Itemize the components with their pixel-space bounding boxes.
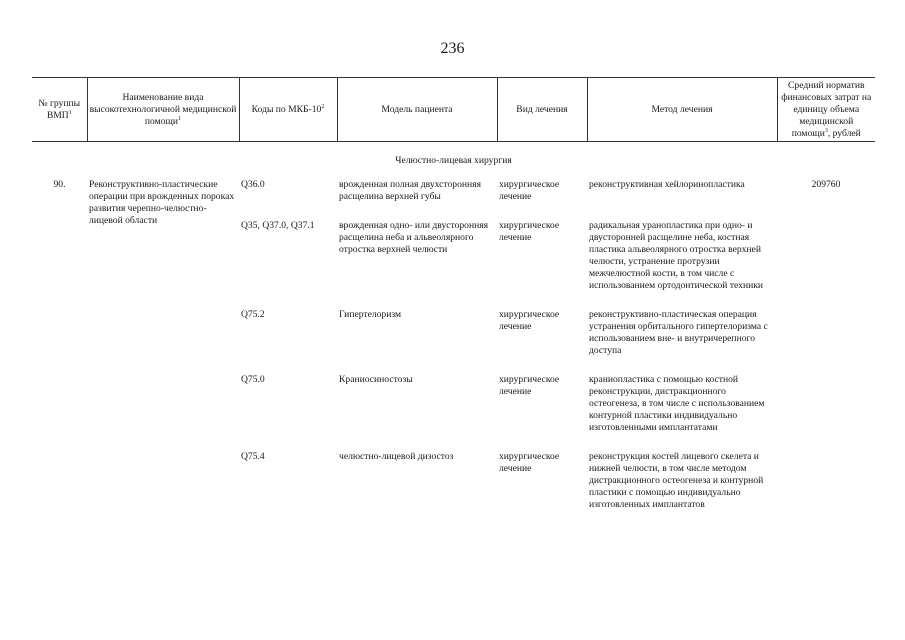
header-group-number: № группы ВМП$^1$: [32, 78, 87, 142]
icd-codes-cell: Q75.2: [241, 309, 265, 320]
treatment-type-cell: хирургическое лечение: [499, 451, 560, 474]
table-header-row: [32, 78, 875, 142]
table-row: [32, 179, 875, 220]
patient-model-cell: челюстно-лицевой дизостоз: [339, 451, 454, 462]
patient-model-cell: Краниосиностозы: [339, 374, 413, 385]
treatment-method-cell: радикальная уранопластика при одно- и двусторонней расщелине неба, костная пластика альвеолярного отростка верхней челюсти, устранение протрузии межчелюстной кости, в том числе с использованием ортодонтической техники: [589, 220, 764, 291]
header-treatment-method: Метод лечения: [587, 78, 777, 142]
care-name-cell: Реконструктивно-пластические операции при врожденных пороках развития черепно-челюстно-лицевой области: [89, 179, 235, 226]
vmp-table: [32, 77, 875, 528]
treatment-type-cell: хирургическое лечение: [499, 220, 560, 243]
header-patient-model: Модель пациента: [337, 78, 497, 142]
header-treatment-type: Вид лечения: [497, 78, 587, 142]
icd-codes-cell: Q75.4: [241, 451, 265, 462]
average-cost-cell: 209760: [811, 179, 841, 190]
icd-codes-cell: Q75.0: [241, 374, 265, 385]
patient-model-cell: Гипертелоризм: [339, 309, 402, 320]
treatment-method-cell: реконструктивная хейлоринопластика: [589, 179, 745, 190]
treatment-type-cell: хирургическое лечение: [499, 374, 560, 397]
treatment-method-cell: реконструктивно-пластическая операция устранения орбитального гипертелоризма с использованием вне- и внутричерепного доступа: [589, 309, 768, 356]
page-number: 236: [440, 40, 465, 57]
icd-codes-cell: Q35, Q37.0, Q37.1: [241, 220, 315, 231]
section-title: Челюстно-лицевая хирургия: [395, 155, 512, 166]
treatment-method-cell: краниопластика с помощью костной реконструкции, дистракционного остеогенеза, в том числе с использованием контурной пластики индивидуально изготовленными имплантатами: [589, 374, 765, 433]
header-icd-codes: Коды по МКБ-$10^2$: [239, 78, 337, 142]
treatment-method-cell: реконструкция костей лицевого скелета и нижней челюсти, в том числе методом дистракционного остеогенеза и контурной пластики с помощью индивидуально изготовленных имплантатов: [589, 451, 764, 510]
treatment-type-cell: хирургическое лечение: [499, 309, 560, 332]
header-care-name: Наименование вида высокотехнологичной медицинской помощи$^1$: [87, 78, 239, 142]
patient-model-cell: врожденная одно- или двусторонняя расщелина неба и альвеолярного отростка верхней челюсти: [339, 220, 489, 255]
patient-model-cell: врожденная полная двухсторонняя расщелина верхней губы: [339, 179, 481, 202]
icd-codes-cell: Q36.0: [241, 179, 265, 190]
section-row: [32, 142, 875, 180]
header-average-cost: Средний норматив финансовых затрат на единицу объема медицинской помощи$^3$, рублей: [777, 78, 875, 142]
group-number-cell: 90.: [53, 179, 66, 190]
treatment-type-cell: хирургическое лечение: [499, 179, 560, 202]
